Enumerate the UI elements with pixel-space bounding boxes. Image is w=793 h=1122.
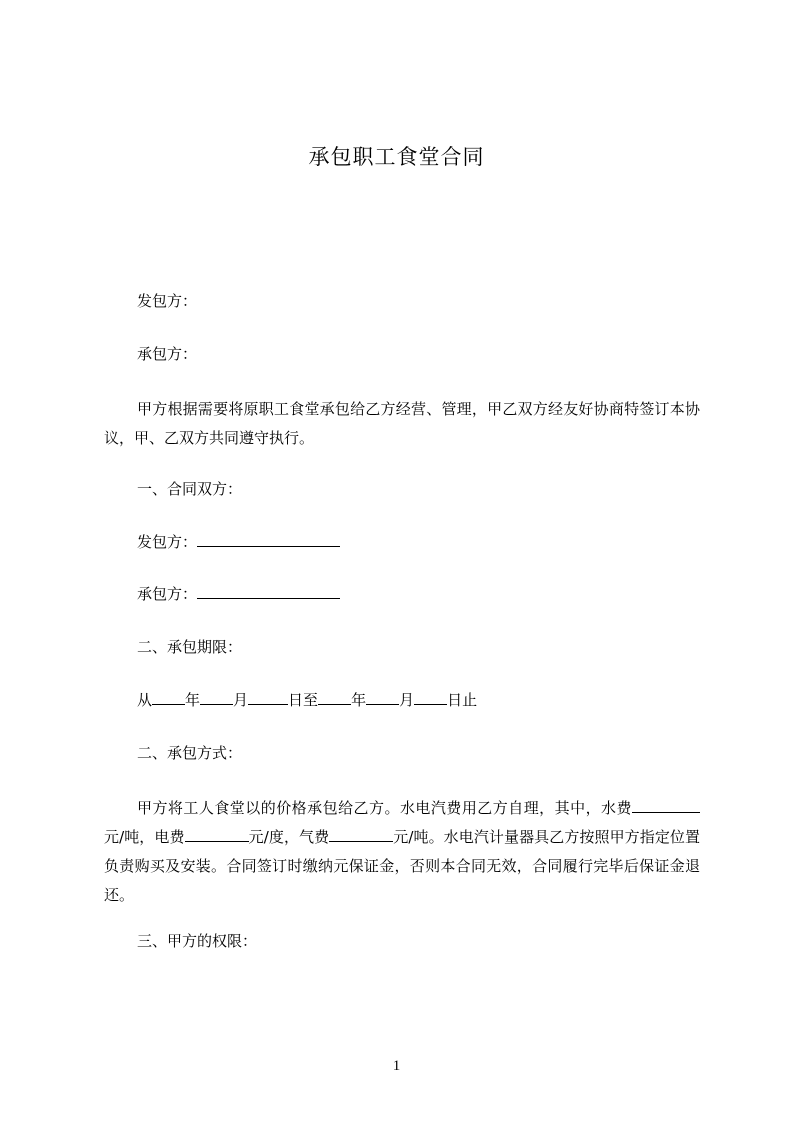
period-year-1: 年 xyxy=(185,691,201,709)
gas-fee-blank xyxy=(329,827,393,842)
page-number: 1 xyxy=(392,1058,401,1074)
section-4-heading: 三、甲方的权限： xyxy=(137,932,258,950)
contractor-line: 承包方： xyxy=(137,345,198,363)
period-from: 从 xyxy=(137,691,153,709)
method-text-3: 元/度，气费 xyxy=(248,828,330,846)
period-day-1-to: 日至 xyxy=(288,691,319,709)
issuer-blank-field xyxy=(197,532,340,547)
party-issuer-line xyxy=(137,532,340,552)
start-month-blank xyxy=(200,690,233,705)
period-month-2: 月 xyxy=(399,691,415,709)
section-3-heading: 二、承包方式： xyxy=(137,744,243,762)
document-title: 承包职工食堂合同 xyxy=(308,145,485,169)
contractor-blank-field xyxy=(197,584,340,599)
end-month-blank xyxy=(366,690,399,705)
period-year-2: 年 xyxy=(351,691,367,709)
method-text-2: 元/吨，电费 xyxy=(104,828,185,846)
party-issuer-label: 发包方： xyxy=(137,533,198,551)
end-day-blank xyxy=(414,690,447,705)
start-day-blank xyxy=(248,690,288,705)
issuer-line: 发包方： xyxy=(137,292,198,310)
method-text-4: 元/吨。水电汽计量器具乙方按照甲方指定位置负责购买及安装。合同签订时缴纳元保证金，否则本合同无效，合同履行完毕后保证金退还。 xyxy=(104,828,700,904)
water-fee-blank xyxy=(632,798,700,813)
section-1-heading: 一、合同双方： xyxy=(137,480,243,498)
contract-period-line xyxy=(137,690,477,710)
section-2-heading: 二、承包期限： xyxy=(137,638,243,656)
end-year-blank xyxy=(318,690,351,705)
intro-paragraph: 甲方根据需要将原职工食堂承包给乙方经营、管理，甲乙双方经友好协商特签订本协议，甲、乙双方共同遵守执行。 xyxy=(104,400,700,447)
method-text-1: 甲方将工人食堂以的价格承包给乙方。水电汽费用乙方自理，其中，水费 xyxy=(137,799,632,817)
period-day-2-end: 日止 xyxy=(447,691,478,709)
power-fee-blank xyxy=(185,827,249,842)
contract-method-paragraph xyxy=(104,794,700,910)
party-contractor-line xyxy=(137,584,340,604)
period-month-1: 月 xyxy=(233,691,249,709)
party-contractor-label: 承包方： xyxy=(137,585,198,603)
start-year-blank xyxy=(152,690,185,705)
